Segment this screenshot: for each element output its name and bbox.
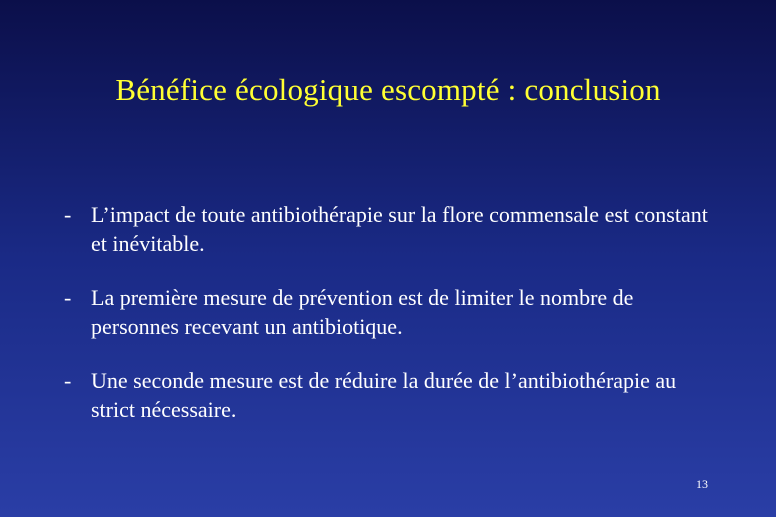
slide-title: Bénéfice écologique escompté : conclusion: [115, 72, 661, 107]
bullet-item: [64, 366, 724, 424]
bullet-marker: -: [64, 202, 72, 227]
bullet-text: La première mesure de prévention est de limiter le nombre de personnes recevant un antibiotique.: [91, 285, 634, 339]
bullet-marker: -: [64, 368, 72, 393]
bullet-marker: -: [64, 285, 72, 310]
bullet-item: [64, 283, 724, 341]
bullet-text: Une seconde mesure est de réduire la durée de l’antibiothérapie au strict nécessaire.: [91, 368, 677, 422]
bullet-list: [64, 200, 724, 424]
page-number: 13: [696, 477, 708, 491]
bullet-text: L’impact de toute antibiothérapie sur la flore commensale est constant et inévitable.: [91, 202, 708, 256]
bullet-item: [64, 200, 724, 258]
